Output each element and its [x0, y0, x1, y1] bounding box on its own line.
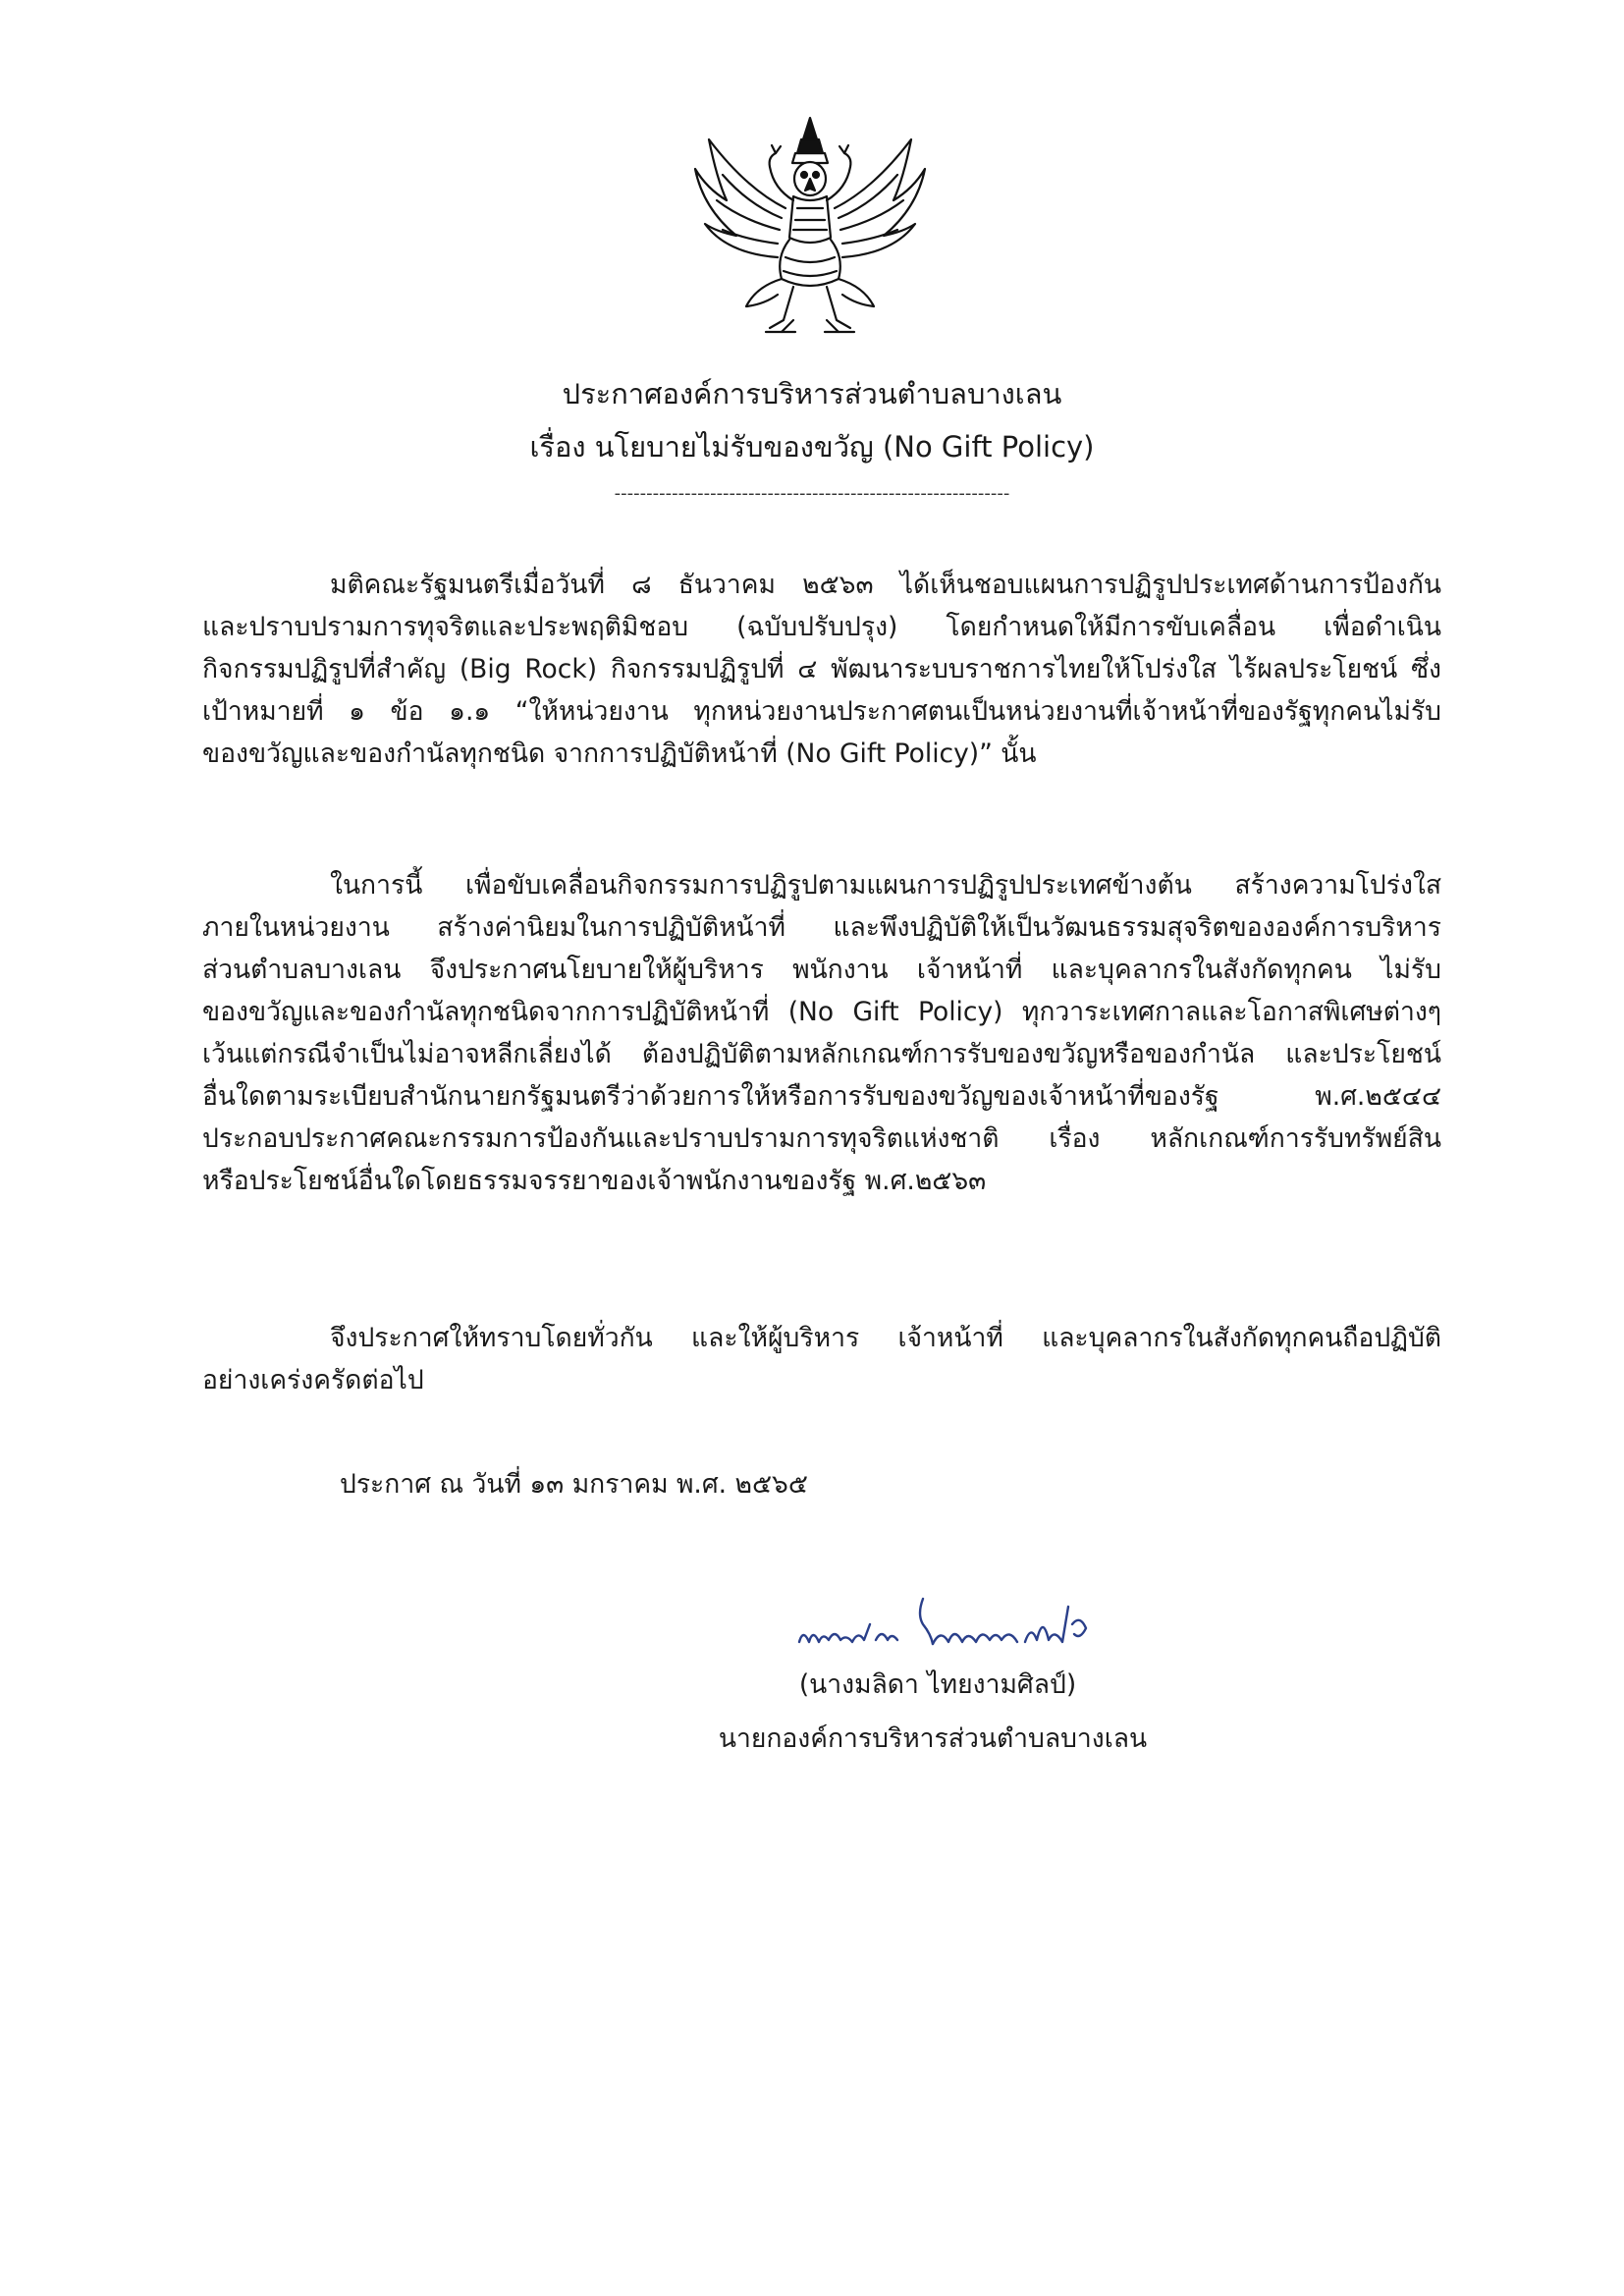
text-line: อื่นใดตามระเบียบสำนักนายกรัฐมนตรีว่าด้วยการให้หรือการรับของขวัญของเจ้าหน้าที่ของรัฐ พ.ศ.๒๕๔๔ — [202, 1081, 1441, 1112]
signatory-name: (นางมลิดา ไทยงามศิลป์) — [798, 1669, 1077, 1700]
announcement-date: ประกาศ ณ วันที่ ๑๓ มกราคม พ.ศ. ๒๕๖๕ — [340, 1469, 808, 1500]
garuda-emblem-icon — [687, 110, 933, 346]
text-line: หรือประโยชน์อื่นใดโดยธรรมจรรยาของเจ้าพนักงานของรัฐ พ.ศ.๒๕๖๓ — [202, 1166, 987, 1196]
text-line: ภายในหน่วยงาน สร้างค่านิยมในการปฏิบัติหน้าที่ และพึงปฏิบัติให้เป็นวัฒนธรรมสุจริตขององค์การบริหาร — [202, 912, 1441, 943]
text-line: ของขวัญและของกำนัลทุกชนิดจากการปฏิบัติหน้าที่ (No Gift Policy) ทุกวาระเทศกาลและโอกาสพิเศษต่างๆ — [202, 997, 1441, 1027]
text-line: และปราบปรามการทุจริตและประพฤติมิชอบ (ฉบับปรับปรุง) โดยกำหนดให้มีการขับเคลื่อน เพื่อดำเนิน — [202, 612, 1441, 642]
text-line: อย่างเคร่งครัดต่อไป — [202, 1365, 424, 1395]
announcement-subject: เรื่อง นโยบายไม่รับของขวัญ (No Gift Policy) — [529, 430, 1095, 464]
text-line: เป้าหมายที่ ๑ ข้อ ๑.๑ “ให้หน่วยงาน ทุกหน่วยงานประกาศตนเป็นหน่วยงานที่เจ้าหน้าที่ของรัฐทุกคนไม่รับ — [202, 696, 1441, 727]
text-line: ส่วนตำบลบางเลน จึงประกาศนโยบายให้ผู้บริหาร พนักงาน เจ้าหน้าที่ และบุคลากรในสังกัดทุกคน ไม่รับ — [202, 955, 1441, 985]
text-line: มติคณะรัฐมนตรีเมื่อวันที่ ๘ ธันวาคม ๒๕๖๓ ได้เห็นชอบแผนการปฏิรูปประเทศด้านการป้องกัน — [330, 570, 1441, 600]
text-line: ในการนี้ เพื่อขับเคลื่อนกิจกรรมการปฏิรูปตามแผนการปฏิรูปประเทศข้างต้น สร้างความโปร่งใส — [330, 870, 1441, 901]
text-line: ของขวัญและของกำนัลทุกชนิด จากการปฏิบัติหน้าที่ (No Gift Policy)” นั้น — [202, 738, 1037, 769]
text-line: จึงประกาศให้ทราบโดยทั่วกัน และให้ผู้บริหาร เจ้าหน้าที่ และบุคลากรในสังกัดทุกคนถือปฏิบัติ — [330, 1323, 1441, 1353]
announcement-title: ประกาศองค์การบริหารส่วนตำบลบางเลน — [562, 377, 1062, 410]
signatory-position: นายกองค์การบริหารส่วนตำบลบางเลน — [718, 1723, 1148, 1754]
paragraph-conclusion — [202, 1317, 1441, 1401]
paragraph-policy — [202, 864, 1441, 1202]
text-line: ประกอบประกาศคณะกรรมการป้องกันและปราบปรามการทุจริตแห่งชาติ เรื่อง หลักเกณฑ์การรับทรัพย์สิน — [202, 1123, 1441, 1154]
text-line: เว้นแต่กรณีจำเป็นไม่อาจหลีกเลี่ยงได้ ต้องปฏิบัติตามหลักเกณฑ์การรับของขวัญหรือของกำนัล และประโยชน์ — [202, 1039, 1441, 1069]
handwritten-signature — [785, 1585, 1110, 1664]
paragraph-cabinet-resolution — [202, 564, 1441, 775]
text-line: กิจกรรมปฏิรูปที่สำคัญ (Big Rock) กิจกรรมปฏิรูปที่ ๔ พัฒนาระบบราชการไทยให้โปร่งใส ไร้ผลประโยชน์ ซึ่ง — [202, 654, 1441, 684]
title-separator: -------------------------------------------------------------- — [614, 483, 1010, 504]
